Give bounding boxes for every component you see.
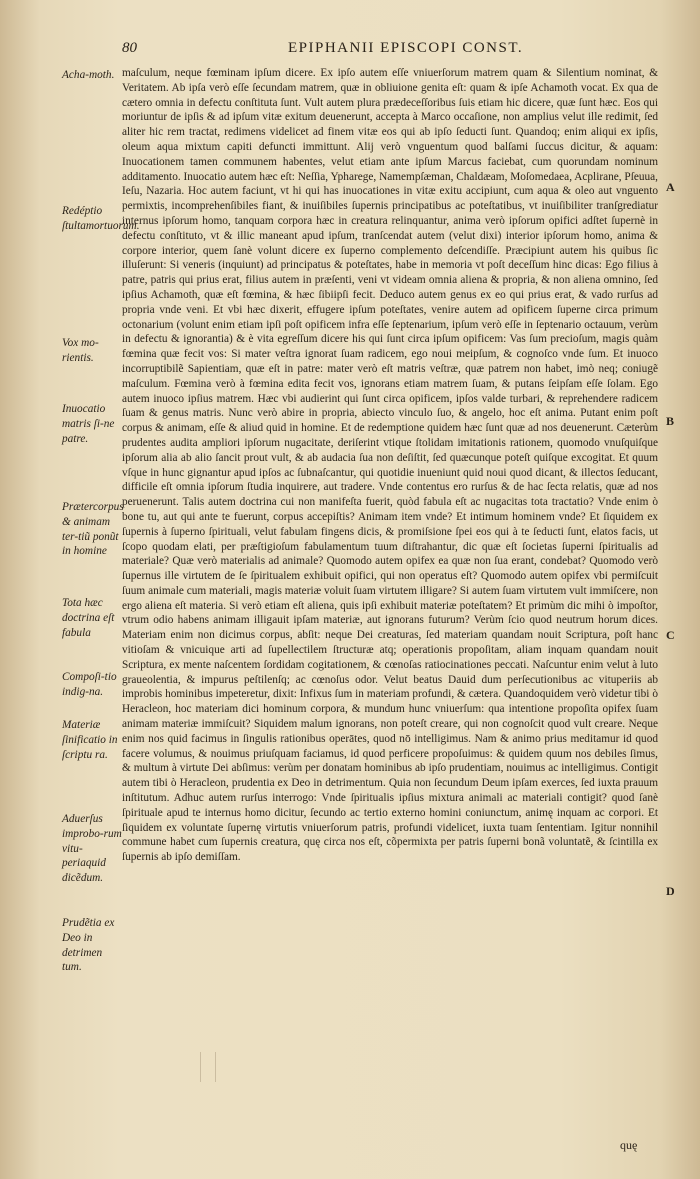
margin-note: Redéptio ſtultamortuorum. — [62, 205, 140, 232]
page-number: 80 — [122, 40, 137, 56]
page-header — [112, 40, 672, 62]
margin-note: Acha-moth. — [62, 69, 115, 81]
margin-note: Compoſi-tio indig-na. — [62, 671, 117, 698]
margin-note: Tota hæc doctrina eſt fabula — [62, 597, 115, 639]
running-head: EPIPHANII EPISCOPI CONST. — [288, 40, 524, 56]
margin-note: Aduerſus improbo-rum vitu-periaquid dicẽdum. — [62, 813, 122, 885]
margin-note: Materiæ ſinificatio in ſcriptu ra. — [62, 719, 118, 761]
margin-note: Prudẽtia ex Deo in detrimen tum. — [62, 917, 115, 974]
margin-note: Prætercorpus & animam ter-tiũ ponũt in homine — [62, 501, 124, 558]
main-text-block — [122, 66, 658, 865]
section-letter: C — [666, 628, 675, 642]
section-letter: B — [666, 414, 675, 428]
catchword: quę — [620, 1138, 638, 1152]
section-letter: D — [666, 884, 675, 898]
show-through-mark — [200, 1052, 216, 1082]
body-paragraph: maſculum, neque fœminam ipſum dicere. Ex ipſo autem eſſe vniuerſorum matrem quam & Silentium nominat, & Veritatem. Ab ipſa verò eſſe ſecundam matrem, quæ in obliuione genita eſt: quam & ipſe Achamoth vocat. Ex qua de cætero omnia in defectu conſtituta ſunt. Vult autem plura prædeceſſoribus ſuis etiam hic dicere, quæ ſunt hæc. Eos qui moriuntur de ipſis & ad ipſum vitæ exitum deuenerunt, accepta à Marco occaſione, non amplius velut ille redimit, ſed aliter hic rem tractat, redimens videlicet ad finem vitæ eos qui ab ipſo ſeducti ſunt. Quandoq; enim aliqui ex ipſis, oleum aqua mixtum capiti defuncti immittunt. Alij verò vnguentum quod balſami ſuccus dicitur, & aquam: Inuocationem tamen communem habentes, velut etiam ante ipſum Marcus faciebat, cum quorundam nominum additamento. Inuocatio autem hæc eſt: Neſſia, Ypharege, Namempſæman, Chaldæam, Moſomedaea, Acplirane, Pſeuua, Ieſu, Nazaria. Hoc autem faciunt, vt hi qui has inuocationes in vitæ exitu accipiunt, cum aqua & oleo aut vnguento permixtis, incomprehenſibiles fiant, & inuiſibiles ſupernis principatibus ac poteſtatibus, vt inuiſibiliter tranſgrediatur internus ipſorum homo, tanquam corpora hæc in creatura relinquantur, anima verò ipſorum opifici adſtet ſupernè in defectu conſtituto, vt & illic maneant apud ipſum, tranſcendat autem (velut dixi) interior ipſorum homo, anima & corpore interior, quem ſanè volunt dicere ex ſuperno complemento deſcendiſſe. Præcipiunt autem his quibus ſic illuſerunt: Si veneris (inquiunt) ad principatus & poteſtates, habe in memoria vt poſt deceſſum hinc dicas: Ego filius à patre, patris qui prius erat, filius autem in præſenti, veni vt videam omnia aliena & propria, & non aliena omnino, ſed ipſius Achamoth, quæ eſt fœmina, & hæc ſibiipſi fecit. Deduco autem genus ex eo qui prius erat, & vado rurſus ad propria vnde veni. Et vbi hæc dixerit, effugere ipſum poteſtates, venire autem ad opificem ſuperne circa primum octonarium (volunt enim etiam ipſi poſt opificem infra eſſe ſeptenarium, ipſum verò eſſe in ſeptenario octauum, verùm in defectu & ignorantia) & è vita egreſſum dicere his qui ſunt circa ipſum opificem: Vas ſum precioſum, magis quàm fœmina quæ fecit vos: Si mater veſtra ignorat ſuam radicem, ego noui meipſum, & cognoſco vnde ſum. Et inuoco incorruptibilẽ Sapientiam, quæ eſt in patre: mater verò eſt matris veſtræ, quæ patrem non habet, imò neq; coniugẽ maſculum. Fœmina verò à fœmina edita fecit vos, ignorans etiam matrem ſuam, & putans ſeipſam eſſe ſolam. Ego autem inuoco ipſius matrem. Hæc vbi audierint qui ſunt circa opificem, ipſos valde turbari, & reprehendere radicem ſuam & genus matris. Nunc verò abire in propria, abiecto vinculo ſuo, & angelo, hoc eſt anima. Putant enim poſt corpus & animam, eſſe & aliud quid in homine. Et de redemptione quidem hæc ſunt quæ ad nos deuenerunt. Cæterùm prudentes audita ampliori ipſorum nugacitate, deriſerint vtique ſtolidam imitationis rationem, quomodo vnuſquiſque ipſorum alia ab alio ſancit prout vult, & ab audacia ſua non deſiſtit, ſed quæcunque poteſt quiſque excogitat. Et quum vſque in hunc gignantur apud ipſos ac ſubnaſcantur, qui quotidie inueniunt quid noui quod dicant, & illectos ſeducant, difficile eſt omnia ipſorum ſtudia inquirere, aut tradere. Vnde contentus ero rurſus & de hac ſecta relatis, quæ ad nos peruenerunt. Talis autem doctrina cui non manifeſta fuerit, quòd fabula eſt ac nugacitas tota tractatio? Vnde enim ò bone tu, aut qui ante te fuerunt, corpus accepiſtis? Animam item vnde? Et intimum hominem vnde? Et ſiquidem ex ſupernis à ſuperno ſpirituali, velut fabulam fingens dicis, & promiſsione ſpei eos qui à te ſeducti ſunt, elatos facis, ut ſcopo quodam elati, per præſtigioſum fabulamentum tuum diſtrahantur, dic quæ eſt ſocietas ſuperni ſpiritualis ad materiale? Quæ verò materialis ad animale? Quomodo autem opifex ea quæ non ſua erant, condebat? Quomodo verò ſupernus ille virtutem de ſe ſpiritualem exhibuit opifici, qui non operatus eſt? Quomodo autem opifex vbi permiſcuit ſuum animale cum materiali, magis materiæ voluit ſuam virtutem illigare? Si autem ſuam virtutem vult immiſcere, non ergo aliena eſt materia. Si verò etiam eſt aliena, quis ipſi exhibuit materiæ poteſtatem? Et primùm dic mihi ò impoſtor, vtrum odio habens animam illigauit ipſam materiæ, aut ignorans futurum? Verùm ſcio quod neutrum horum dices. Materiam enim non dicimus corpus, abſit: neque Dei creaturas, ſed materiam quandam nouit Scriptura, poſt hanc vitioſam & vnicuique arti ad ſupellectilem ſtructuræ atq; operationis propoſitam, aliam inquam quandam nouit Scriptura, ex mente naſcentem ſordidam cogitationem, & cœnoſas ratiocinationes peccati. Naſcuntur enim velut à luto graueolentia, & impurus peſtilenſq; ac cœnoſus odor. Velut beatus Dauid dum perſecutionibus ac vituperiis ab improbis hominibus impeteretur, dixit: Infixus ſum in materiam profundi, & cætera. Quandoquidem verò videtur tibi ò Heracleon, hoc materiam dici hominum corpora, & mundum hunc vniuerſum: qua intentione propoſita opifex ſuam animam materiæ immiſcuit? Siquidem malum ignorans, non poteſt creare, qui non cognoſcit quod vult creare. Neque enim nos quid facimus in ſingulis rationibus operātes, quod nō intelligimus. Nam & animo prius meditamur id quod facere volumus, & nouimus priuſquam faciamus, id quod perficere propoſuimus: & quidem quum nos debiles ſimus, & multum à virtute Dei abſimus: verùm per donatam hominibus ab ipſo prudentiam, nouimus ac intelligimus. Contigit autem tibi ò Heracleon, prudentia ex Deo in detrimentum. Quia non ſecundum Deum ipſam exerces, ſed iuxta prauum inſtitutum. Adhuc autem rurſus interrogo: Vnde ſpiritualis ipſius mixtura animali ac materiali contigit? quod ſanè ſpirituale apud te internus homo dicitur, ſecundo ac tertio externo homini coniunctum, animę inquam ac corpori. Et ſiquidem ex voluntate ſupernę virtutis vniuerſorum patris, profundi videlicet, iuxta tuam ſententiam. Igitur nonnihil commune habet cum ſupernis creatura, quę circa nos eſt, cõpermixta per patris ſuperni bonã voluntatẽ, & ſcintilla ex ſupernis ab ipſo demiſſam. — [122, 67, 658, 864]
margin-note: Inuocatio matris ſi-ne patre. — [62, 403, 115, 445]
section-letter: A — [666, 180, 675, 194]
margin-note: Vox mo-rientis. — [62, 337, 99, 364]
